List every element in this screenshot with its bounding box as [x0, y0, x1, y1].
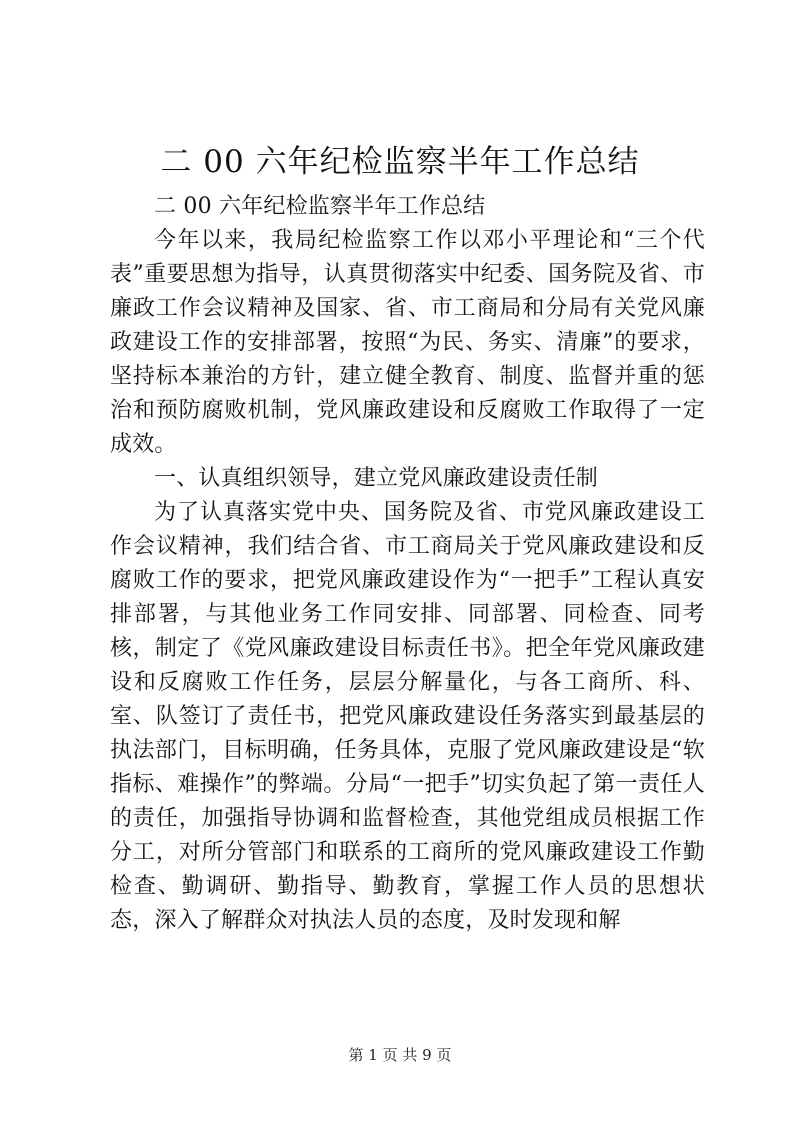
subtitle-paragraph: 二 00 六年纪检监察半年工作总结 [154, 194, 486, 219]
document-title: 二 00 六年纪检监察半年工作总结 [160, 144, 640, 180]
page-footer: 第 1 页 共 9 页 [348, 1046, 452, 1064]
body-paragraph: 为了认真落实党中央、国务院及省、市党风廉政建设工作会议精神，我们结合省、市工商局关于党风廉政建设和反腐败工作的要求，把党风廉政建设作为“一把手”工程认真安排部署，与其他业务工作同安排、同部署、同检查、同考核，制定了《党风廉政建设目标责任书》。把全年党风廉政建设和反腐败工作任务，层层分解量化，与各工商所、科、室、队签订了责任书，把党风廉政建设任务落实到最基层的执法部门，目标明确，任务具体，克服了党风廉政建设是“软指标、难操作”的弊端。分局“一把手”切实负起了第一责任人的责任，加强指导协调和监督检查，其他党组成员根据工作分工，对所分管部门和联系的工商所的党风廉政建设工作勤检查、勤调研、勤指导、勤教育，掌握工作人员的思想状态，深入了解群众对执法人员的态度，及时发现和解 [110, 500, 705, 933]
intro-paragraph: 今年以来，我局纪检监察工作以邓小平理论和“三个代表”重要思想为指导，认真贯彻落实中纪委、国务院及省、市廉政工作会议精神及国家、省、市工商局和分局有关党风廉政建设工作的安排部署，按照“为民、务实、清廉”的要求，坚持标本兼治的方针，建立健全教育、制度、监督并重的惩治和预防腐败机制，党风廉政建设和反腐败工作取得了一定成效。 [110, 228, 705, 457]
section-heading: 一、认真组织领导，建立党风廉政建设责任制 [154, 466, 599, 491]
document-body [110, 190, 705, 938]
